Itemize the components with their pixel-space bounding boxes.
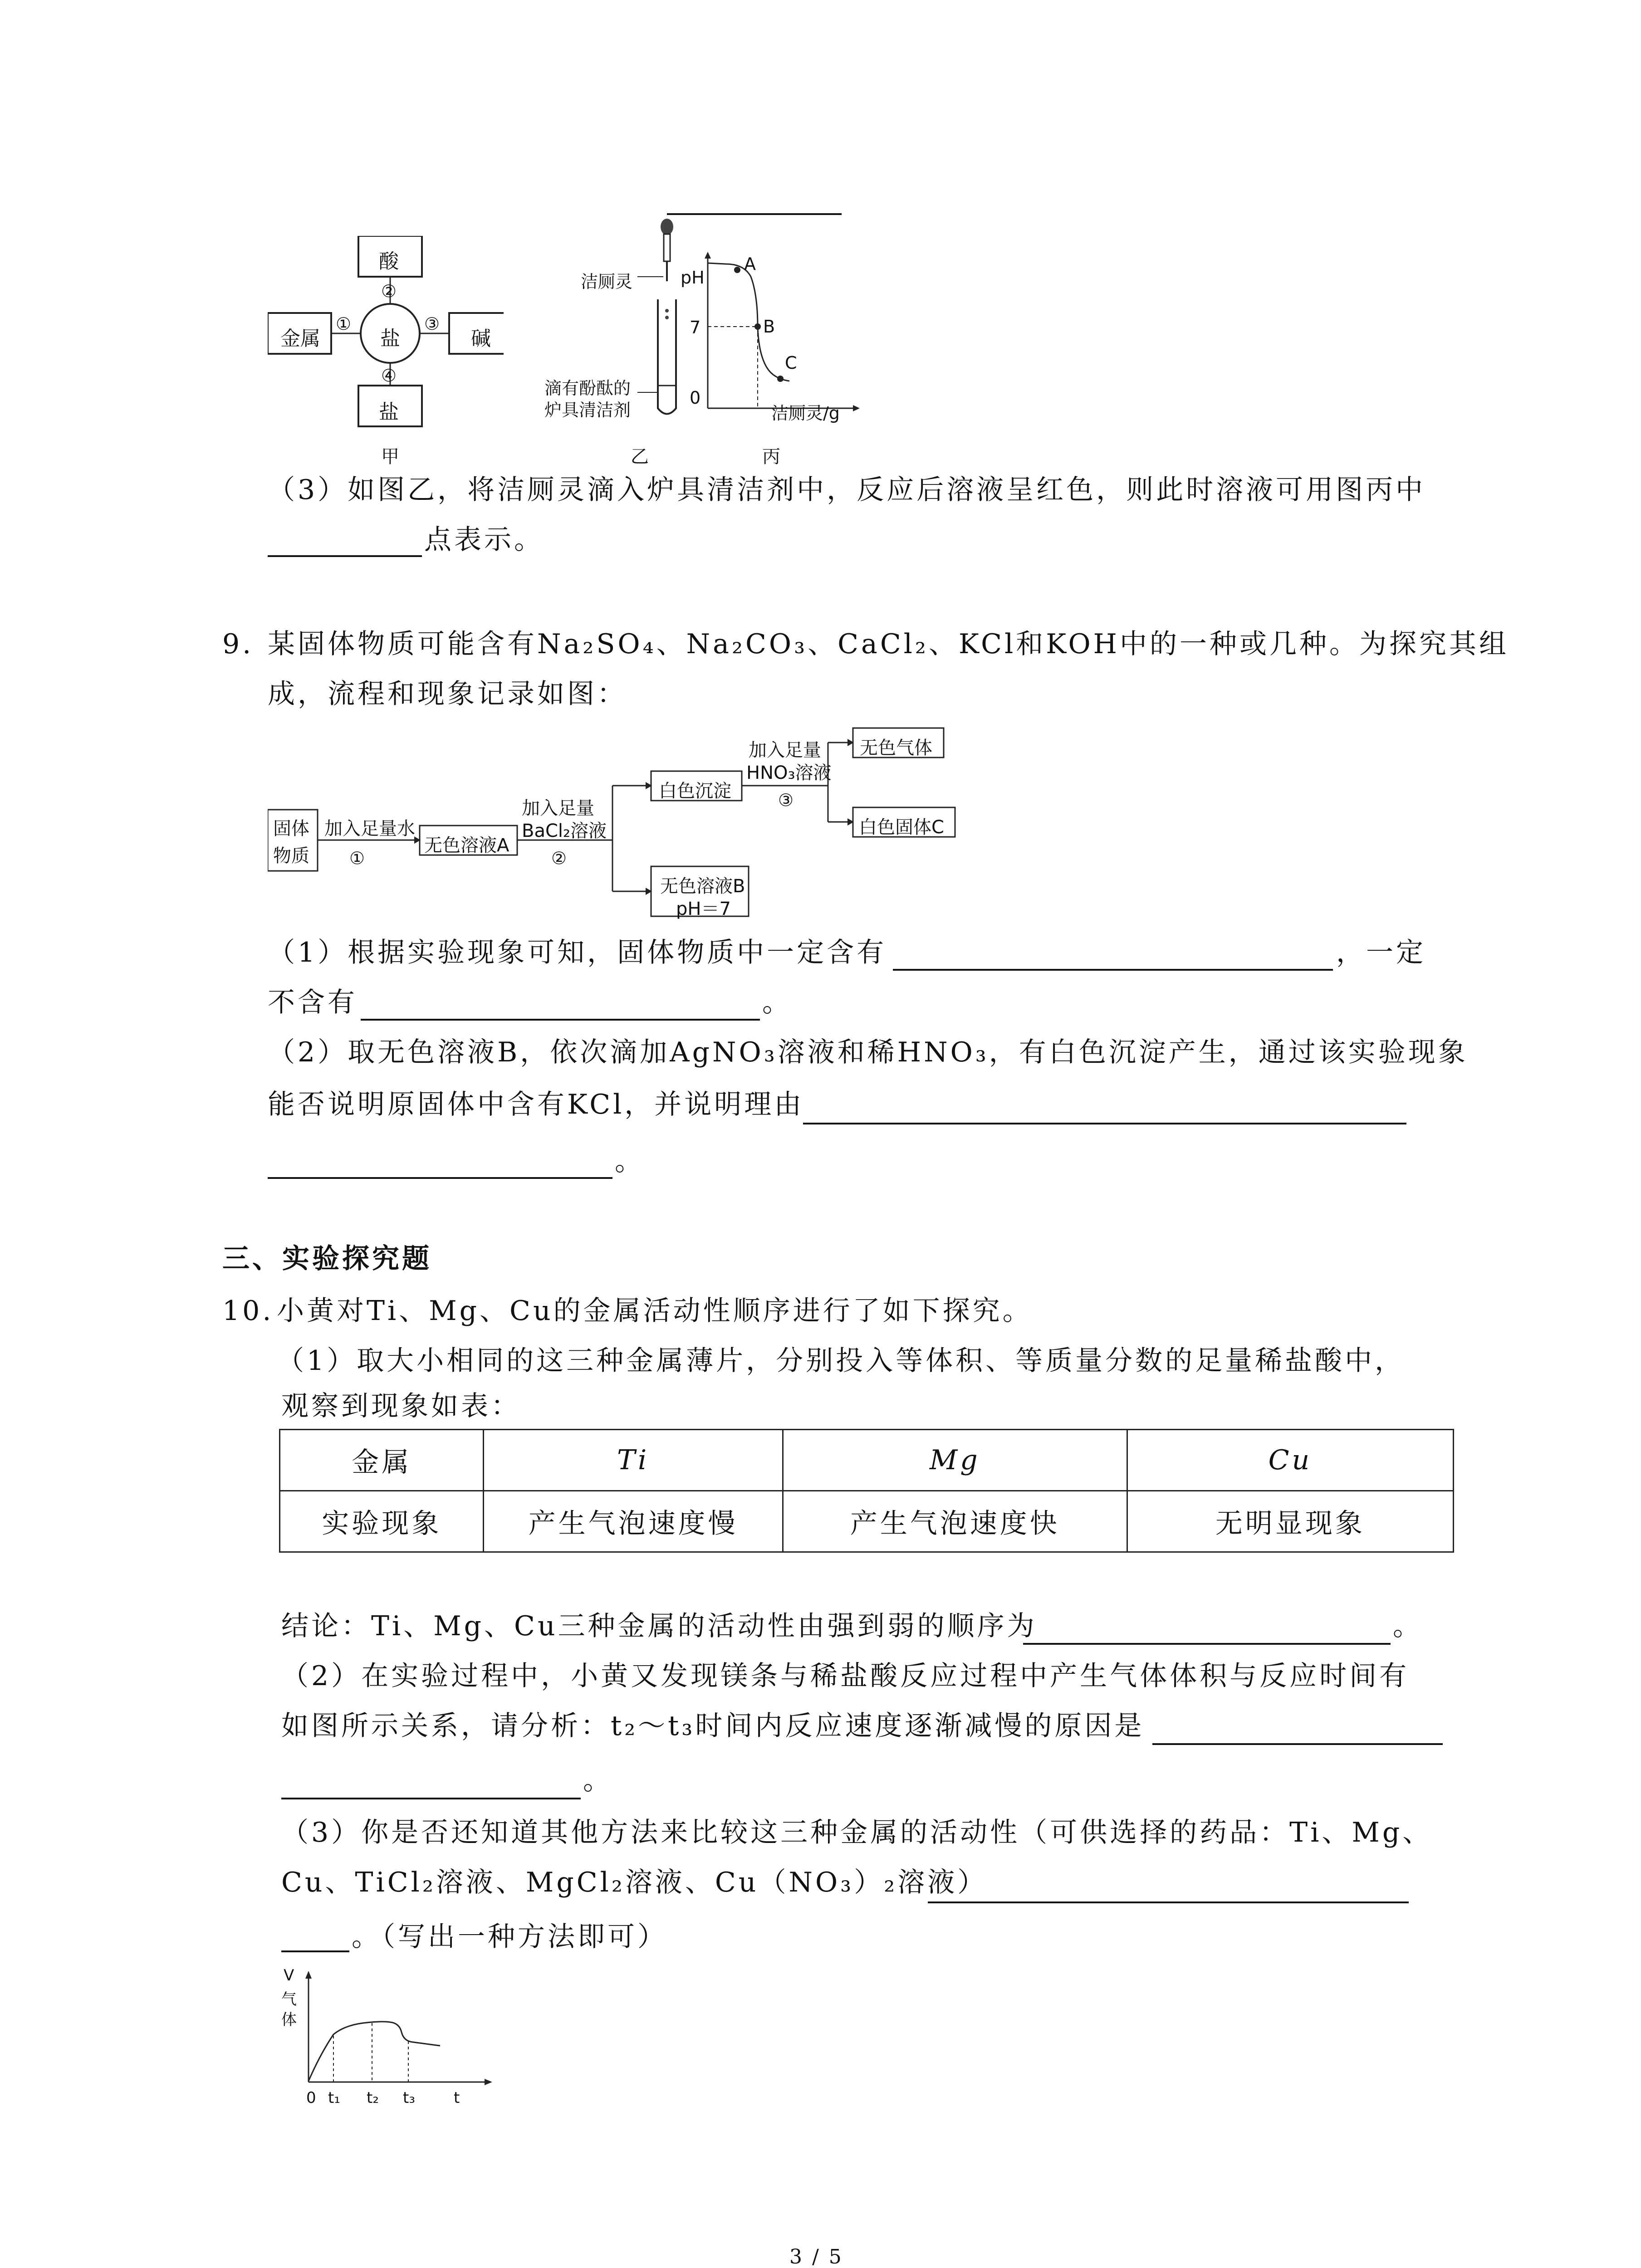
- top-answer-blank[interactable]: [667, 213, 842, 215]
- graph-t2-label: t₂: [367, 2089, 379, 2107]
- table-header-row: [280, 1430, 1454, 1491]
- bing-zero: 0: [690, 388, 701, 408]
- flow-step3-label1: 加入足量: [749, 740, 821, 761]
- q10-part2-period: 。: [583, 1765, 613, 1796]
- table-cell: Mg: [783, 1430, 1127, 1491]
- jia-num-3: ③: [424, 314, 440, 334]
- q8-part3-blank[interactable]: [268, 555, 422, 557]
- q10-stem: 小黄对Ti、Mg、Cu的金属活动性顺序进行了如下探究。: [277, 1295, 1033, 1327]
- observation-table: [279, 1429, 1454, 1553]
- q8-part3-line1: （3）如图乙，将洁厕灵滴入炉具清洁剂中，反应后溶液呈红色，则此时溶液可用图丙中: [268, 474, 1426, 506]
- q10-conclusion-blank[interactable]: [1023, 1643, 1391, 1645]
- table-cell: 无明显现象: [1127, 1491, 1453, 1552]
- flow-colorless-gas: 无色气体: [860, 738, 932, 758]
- q10-part1-line1: （1）取大小相同的这三种金属薄片，分别投入等体积、等质量分数的足量稀盐酸中，: [277, 1345, 1405, 1377]
- q9-part2-blank-b[interactable]: [268, 1177, 612, 1179]
- table-cell: 产生气泡速度慢: [484, 1491, 783, 1552]
- bing-seven: 7: [690, 318, 701, 337]
- graph-ti-label: 体: [281, 2011, 297, 2029]
- q9-part1-comma: ，一定: [1336, 937, 1426, 968]
- table-cell: Ti: [484, 1430, 783, 1491]
- yi-cleaner-label: 洁厕灵: [581, 272, 633, 292]
- bing-x-label: 洁厕灵/g: [771, 403, 840, 423]
- table-cell: Cu: [1127, 1430, 1453, 1491]
- q10-part2-blank-b[interactable]: [281, 1798, 581, 1799]
- jia-base-label: 碱: [471, 327, 491, 350]
- jia-acid-label: 酸: [379, 250, 399, 273]
- yi-tube-label-2: 炉具清洁剂: [544, 400, 631, 420]
- q10-part1-line2: 观察到现象如表：: [281, 1390, 521, 1422]
- figure-jia: [268, 236, 504, 467]
- q10-part3-line1: （3）你是否还知道其他方法来比较这三种金属的活动性（可供选择的药品：Ti、Mg、: [281, 1817, 1433, 1848]
- q9-part1-line2: 不含有: [268, 987, 358, 1018]
- jia-num-1: ①: [336, 314, 352, 334]
- flow-step2-label1: 加入足量: [522, 798, 594, 819]
- q9-part1-line1: （1）根据实验现象可知，固体物质中一定含有: [268, 937, 887, 968]
- graph-origin-label: 0: [306, 2089, 316, 2107]
- q9-part1-blank-contains[interactable]: [893, 969, 1333, 971]
- q9-part2-line2: 能否说明原固体中含有KCl，并说明理由: [268, 1089, 804, 1120]
- q10-conclusion: 结论：Ti、Mg、Cu三种金属的活动性由强到弱的顺序为: [281, 1610, 1037, 1642]
- flow-white-solid-c: 白色固体C: [859, 817, 944, 838]
- q10-part3-line3: 。（写出一种方法即可）: [352, 1921, 667, 1953]
- jia-salt-center-label: 盐: [380, 327, 400, 350]
- section-title: 三、实验探究题: [222, 1243, 432, 1275]
- flow-step3-label2: HNO₃溶液: [746, 763, 832, 783]
- q9-number: 9.: [222, 628, 254, 660]
- q9-part2-line1: （2）取无色溶液B，依次滴加AgNO₃溶液和稀HNO₃，有白色沉淀产生，通过该实验现象: [268, 1036, 1468, 1068]
- q10-part3-blank-b[interactable]: [281, 1950, 349, 1952]
- jia-salt-bottom-label: 盐: [379, 401, 399, 424]
- table-row: [280, 1491, 1454, 1552]
- bing-caption: 丙: [762, 446, 780, 467]
- q9-part2-blank-a[interactable]: [803, 1123, 1406, 1124]
- jia-num-2: ②: [381, 281, 397, 301]
- flow-step1-num: ①: [349, 848, 365, 868]
- graph-v-label: V: [284, 1966, 294, 1984]
- flow-solution-b-1: 无色溶液B: [660, 876, 745, 897]
- flow-step1-label: 加入足量水: [324, 818, 415, 839]
- q10-gas-volume-graph: [277, 1964, 504, 2114]
- q10-conclusion-period: 。: [1393, 1610, 1423, 1642]
- graph-t3-label: t₃: [403, 2089, 415, 2107]
- jia-metal-label: 金属: [280, 327, 320, 350]
- q9-part1-period: 。: [762, 987, 792, 1018]
- graph-t-label: t: [454, 2089, 460, 2107]
- figure-bing-ph-curve: [681, 236, 871, 463]
- yi-tube-label-1: 滴有酚酞的: [544, 378, 631, 398]
- jia-caption: 甲: [381, 446, 399, 467]
- table-cell: 产生气泡速度快: [783, 1491, 1127, 1552]
- q9-part1-blank-excludes[interactable]: [361, 1019, 760, 1021]
- flow-solid-1: 固体: [273, 818, 309, 839]
- q10-part3-blank-a[interactable]: [928, 1901, 1409, 1903]
- q10-part2-line2: 如图所示关系，请分析：t₂～t₃时间内反应速度逐渐减慢的原因是: [281, 1710, 1145, 1742]
- page-number: 3 / 5: [789, 2245, 843, 2268]
- q10-part2-line1: （2）在实验过程中，小黄又发现镁条与稀盐酸反应过程中产生气体体积与反应时间有: [281, 1660, 1410, 1692]
- bing-point-a: A: [744, 254, 756, 274]
- flow-step2-num: ②: [551, 848, 567, 868]
- bing-point-b: B: [763, 317, 775, 337]
- yi-caption: 乙: [631, 446, 649, 467]
- flow-step3-num: ③: [778, 790, 794, 810]
- q9-stem-line1: 某固体物质可能含有Na₂SO₄、Na₂CO₃、CaCl₂、KCl和KOH中的一种或几种。为探究其组: [268, 628, 1509, 660]
- q8-part3-line2: 点表示。: [424, 524, 544, 556]
- q10-number: 10.: [222, 1295, 274, 1327]
- q9-flowchart: [268, 721, 966, 930]
- q9-part2-period: 。: [615, 1145, 645, 1177]
- bing-y-label: pH: [681, 268, 705, 288]
- q10-part3-line2: Cu、TiCl₂溶液、MgCl₂溶液、Cu（NO₃）₂溶液）: [281, 1867, 988, 1898]
- q9-stem-line2: 成，流程和现象记录如图：: [268, 678, 627, 710]
- figure-yi-apparatus: [544, 218, 694, 463]
- flow-solution-a: 无色溶液A: [424, 835, 509, 856]
- figure-yi: [544, 218, 694, 467]
- flow-solution-b-2: pH＝7: [676, 899, 731, 919]
- q10-part2-blank-a[interactable]: [1152, 1743, 1443, 1745]
- table-cell: 金属: [280, 1430, 484, 1491]
- table-cell: 实验现象: [280, 1491, 484, 1552]
- figure-bing: [681, 236, 871, 467]
- graph-qi-label: 气: [281, 1990, 297, 2009]
- graph-t1-label: t₁: [328, 2089, 340, 2107]
- jia-num-4: ④: [381, 366, 397, 386]
- flow-solid-2: 物质: [273, 846, 309, 866]
- bing-point-c: C: [785, 353, 797, 373]
- flow-step2-label2: BaCl₂溶液: [522, 821, 607, 841]
- flow-white-precipitate: 白色沉淀: [659, 781, 731, 802]
